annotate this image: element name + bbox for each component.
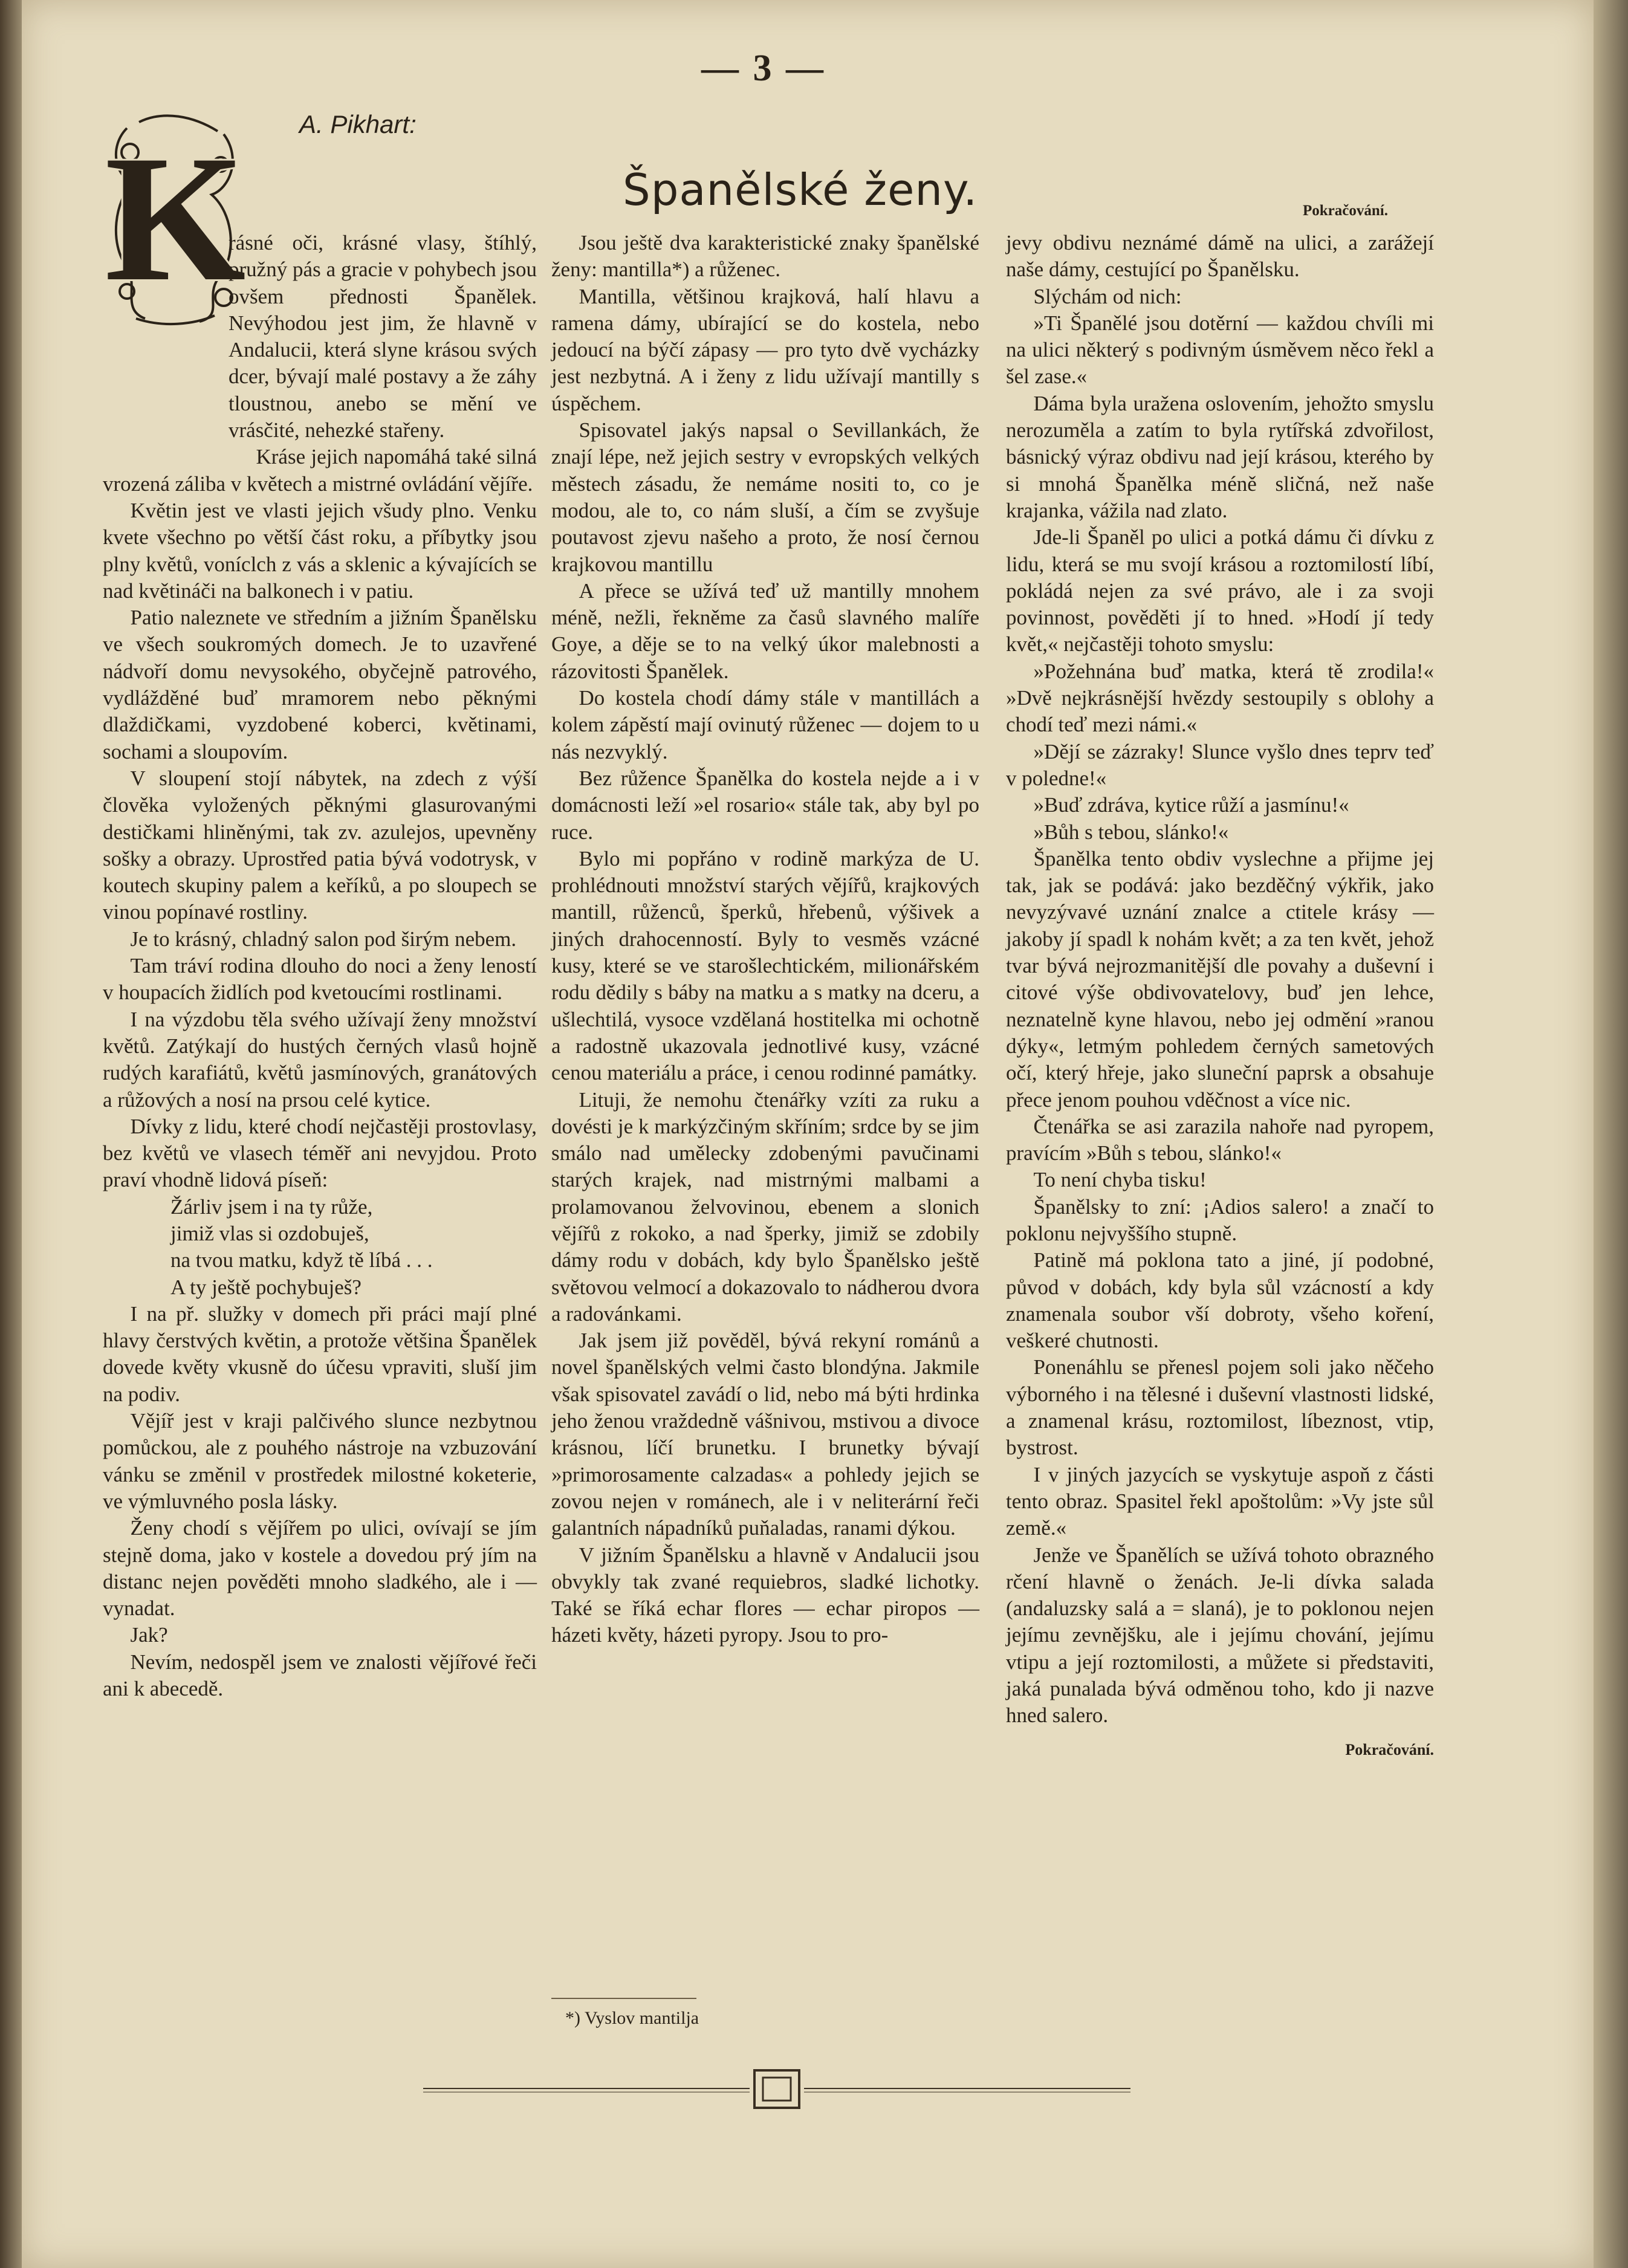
paragraph: V jižním Španělsku a hlavně v Andalucii jsou obvykly tak zvané requiebros, sladké lichotky. Také se říká echar flores — echar piropos — házeti květy, házeti pyropy. Jsou to pro- bbox=[551, 1543, 979, 1647]
paragraph: Vějíř jest v kraji palčivého slunce nezbytnou pomůckou, ale z pouhého nástroje na vzbuzování vánku se změnil v prostředek milostné koketerie, ve výmluvného posla lásky. bbox=[103, 1409, 537, 1513]
paragraph: Kráse jejich napomáhá také silná vrozená záliba v květech a mistrné ovládání vějíře. bbox=[103, 445, 537, 496]
paragraph: Tam tráví rodina dlouho do noci a ženy leností v houpacích židlích pod kvetoucími rostlinami. bbox=[103, 954, 537, 1005]
paragraph: Mantilla, většinou krajková, halí hlavu a ramena dámy, ubírající se do kostela, nebo jedoucí na býčí zápasy — pro tyto dvě vycházky jest nezbytná. A i ženy z lidu užívají mantilly s úspěchem. bbox=[551, 284, 979, 415]
paragraph: rásné oči, krásné vlasy, štíhlý, pružný pás a gracie v pohybech jsou ovšem přednosti Španělek. Nevýhodou jest jim, že hlavně v Andalucii, která slyne krásou svých dcer, bývají malé postavy a že záhy tloustnou, anebo se mění ve vrásčité, nehezké stařeny. bbox=[229, 231, 537, 442]
continuation-note-bottom: Pokračování. bbox=[1345, 1740, 1434, 1758]
paragraph: Ponenáhlu se přenesl pojem soli jako něčeho výborného i na tělesné i duševní vlastnosti lidské, a znamenal krásu, roztomilost, líbeznost, vtip, bystrost. bbox=[1006, 1355, 1434, 1460]
paragraph: Bylo mi popřáno v rodině markýza de U. prohlédnouti množství starých vějířů, krajkových mantill, růženců, šperků, hřebenů, výšivek a jiných drahocenností. Byly to vesměs vzácné kusy, které se ve starošlechtickém, milionářském rodu dědily s báby na matku a s matky na dceru, a ušlechtilá, vysoce vzdělaná hostitelka mi ochotně a radostně ukazovala jednotlivé kusy, vzácné cenou materiálu a práce, i cenou rodinné památky. bbox=[551, 846, 979, 1085]
paragraph: A přece se užívá teď už mantilly mnohem méně, nežli, řekněme za časů slavného malíře Goye, a děje se to na velký úkor malebnosti a rázovitosti Španělek. bbox=[551, 578, 979, 683]
drop-initial-space bbox=[97, 230, 229, 447]
paragraph: Čtenářka se asi zarazila nahoře nad pyropem, pravícím »Bůh s tebou, slánko!« bbox=[1006, 1114, 1434, 1165]
column-left bbox=[103, 230, 537, 1702]
footnote-rule bbox=[551, 1998, 696, 1999]
paragraph: Nevím, nedospěl jsem ve znalosti vějířové řeči ani k abecedě. bbox=[103, 1650, 537, 1701]
paragraph: I na výzdobu těla svého užívají ženy množství květů. Zatýkají do hustých černých vlasů hojně rudých karafiátů, květů jasmínových, granátových a růžových a nosí na prsou celé kytice. bbox=[103, 1007, 537, 1112]
paragraph: Jak jsem již pověděl, bývá rekyní románů a novel španělských velmi často blondýna. Jakmile však spisovatel zavádí o lid, nebo má býti hrdinka jeho ženou vraždedně vášnivou, mstivou a divoce krásnou, líčí brunetku. I brunetky bývají »primorosamente calzadas« a pohledy jejich se zovou nejen v románech, ale i v neliterární řeči galantních nápadníků puňaladas, ranami dýkou. bbox=[551, 1329, 979, 1540]
paragraph: Jsou ještě dva karakteristické znaky španělské ženy: mantilla*) a růženec. bbox=[551, 231, 979, 282]
footnote: *) Vyslov mantilja bbox=[565, 2008, 699, 2028]
paragraph: Patio naleznete ve středním a jižním Španělsku ve všech soukromých domech. Je to uzavřené nádvoří domu nevysokého, obyčejně patrového, vydlážděné buď mramorem nebo pěknými dlaždičkami, vyzdobené koberci, květinami, sochami a sloupovím. bbox=[103, 606, 537, 763]
column-middle bbox=[551, 230, 979, 1649]
paragraph: Jde-li Španěl po ulici a potká dámu či dívku z lidu, která se mu svojí krásou a roztomilostí líbí, pokládá nejen za své právo, ale i za svoji povinnost, pověděti jí to hned. »Hodí jí tedy květ,« nejčastěji tohoto smyslu: bbox=[1006, 525, 1434, 656]
paragraph: »Bůh s tebou, slánko!« bbox=[1033, 820, 1229, 844]
page-gutter-shadow bbox=[0, 0, 22, 2268]
paragraph: Bez růžence Španělka do kostela nejde a i v domácnosti leží »el rosario« stále tak, aby byl po ruce. bbox=[551, 766, 979, 844]
poem-line: Žárliv jsem i na ty růže, bbox=[170, 1194, 373, 1219]
poem-line: A ty ještě pochybuješ? bbox=[170, 1275, 362, 1299]
paragraph: V sloupení stojí nábytek, na zdech z výší člověka vyložených pěknými glasurovanými destičkami hliněnými, tak zv. azulejos, upevněny sošky a obrazy. Uprostřed patia bývá vodotrysk, v koutech skupiny palem a keříků, a po sloupech se vinou popínavé rostliny. bbox=[103, 766, 537, 924]
paragraph: jevy obdivu neznámé dámě na ulici, a zarážejí naše dámy, cestující po Španělsku. bbox=[1006, 231, 1434, 282]
paragraph: To není chyba tisku! bbox=[1033, 1168, 1207, 1192]
column-right bbox=[1006, 230, 1434, 1763]
paragraph: I na př. služky v domech při práci mají plné hlavy čerstvých květin, a protože většina Španělek dovede květy vkusně do účesu vpraviti, sluší jim na podiv. bbox=[103, 1301, 537, 1406]
paragraph: Lituji, že nemohu čtenářky vzíti za ruku a dovésti je k markýzčiným skříním; srdce by se jim smálo nad umělecky zdobenými pavučinami starých krajek, nad mistrnými malbami a prolamovanou želvovinou, ebenem a slonich vějířů z rokoko, a nad šperky, jimiž se zdobily dámy rodu v dobách, kdy bylo Španělsko ještě světovou velmocí a dokazovalo to nádherou dvora a radovánkami. bbox=[551, 1087, 979, 1326]
author-name: A. Pikhart: bbox=[299, 110, 417, 138]
paragraph: Ženy chodí s vějířem po ulici, ovívají se jím stejně doma, jako v kostele a dovedou prý jím na distanc nejen pověděti mnoho sladkého, ale i — vynadat. bbox=[103, 1516, 537, 1621]
paragraph: »Ti Španělé jsou dotěrní — každou chvíli mi na ulici některý s podivným úsměvem něco řekl a šel zase.« bbox=[1006, 311, 1434, 389]
continuation-note-top: Pokračování. bbox=[1303, 202, 1388, 219]
initial-letter: K bbox=[105, 118, 246, 319]
poem-line: na tvou matku, když tě líbá . . . bbox=[170, 1248, 433, 1272]
end-ornament bbox=[423, 2064, 1130, 2113]
poem-line: jimiž vlas si ozdobuješ, bbox=[170, 1221, 369, 1245]
paragraph: Dívky z lidu, které chodí nejčastěji prostovlasy, bez květů ve vlasech téměř ani nevyjdou. Proto praví vhodně lidová píseň: bbox=[103, 1114, 537, 1192]
paragraph: I v jiných jazycích se vyskytuje aspoň z části tento obraz. Spasitel řekl apoštolům: »Vy jste sůl země.« bbox=[1006, 1462, 1434, 1540]
paragraph: »Dějí se zázraky! Slunce vyšlo dnes teprv teď v poledne!« bbox=[1006, 739, 1434, 790]
paragraph: Do kostela chodí dámy stále v mantillách a kolem zápěstí mají ovinutý růženec — dojem to u nás nezvyklý. bbox=[551, 686, 979, 763]
page-number: — 3 — bbox=[701, 48, 826, 89]
paragraph: Spisovatel jakýs napsal o Sevillankách, že znají lépe, než jejich sestry v evropských velkých městech zásadu, že nemáme nositi to, co je modou, ale to, co nám sluší, a čím se zvyšuje poutavost zjevu našeho a proto, že nosí černou krajkovou mantillu bbox=[551, 418, 979, 576]
paragraph: Slýchám od nich: bbox=[1033, 284, 1182, 308]
paragraph: Jenže ve Španělích se užívá tohoto obrazného rčení hlavně o ženách. Je-li dívka salada (andaluzsky salá a = slaná), je to poklonou nejen jejímu zevnějšku, ale i jejímu chování, jejímu vtipu a její roztomilosti, a můžete si představiti, jaká punalada bývá odměnou toho, kdo ji nazve hned salero. bbox=[1006, 1543, 1434, 1728]
paragraph: »Buď zdráva, kytice růží a jasmínu!« bbox=[1033, 793, 1349, 817]
paragraph: Dáma byla uražena oslovením, jehožto smyslu nerozuměla a zatím to byla rytířská zdvořilost, básnický výraz obdivu nad její krásou, kterého by si mnohá Španělka méně sličná, než naše krajanka, vážila nad zlato. bbox=[1006, 391, 1434, 522]
article-title: Španělské ženy. bbox=[623, 164, 978, 215]
page-edge bbox=[1594, 0, 1628, 2268]
paragraph: »Požehnána buď matka, která tě zrodila!« »Dvě nejkrásnější hvězdy sestoupily s oblohy a chodí teď mezi námi.« bbox=[1006, 659, 1434, 737]
paragraph: Španělka tento obdiv vyslechne a přijme jej tak, jak se podává: jako bezděčný výkřik, jako nevyzývavé uznání znalce a ctitele krásy — jakoby jí spadl k nohám květ; a za ten květ, jehož tvar bývá nejrozmanitější dle povahy a duševní i citové výše obdivovatelovy, buď jen lehce, neznatelně kyne hlavou, nebo jej odmění »ranou dýky«, letmým pohledem černých sametových očí, který hřeje, jako sluneční paprsk a obsahuje přece jenom pouhou vděčnost a více nic. bbox=[1006, 846, 1434, 1112]
paragraph: Je to krásný, chladný salon pod širým nebem. bbox=[130, 927, 517, 951]
paragraph: Španělsky to zní: ¡Adios salero! a značí to poklonu nejvyššího stupně. bbox=[1006, 1194, 1434, 1245]
paragraph: Jak? bbox=[130, 1623, 168, 1647]
paragraph: Květin jest ve vlasti jejich všudy plno. Venku kvete všechno po větší část roku, a příbytky jsou plny květů, voníclch z vás a sklenic a kývajících se nad květináči na balkonech i v patiu. bbox=[103, 498, 537, 603]
paragraph: Patině má poklona tato a jiné, jí podobné, původ v dobách, kdy byla sůl vzácností a kdy znamenala soubor vší dobroty, všeho koření, veškeré chutnosti. bbox=[1006, 1248, 1434, 1353]
